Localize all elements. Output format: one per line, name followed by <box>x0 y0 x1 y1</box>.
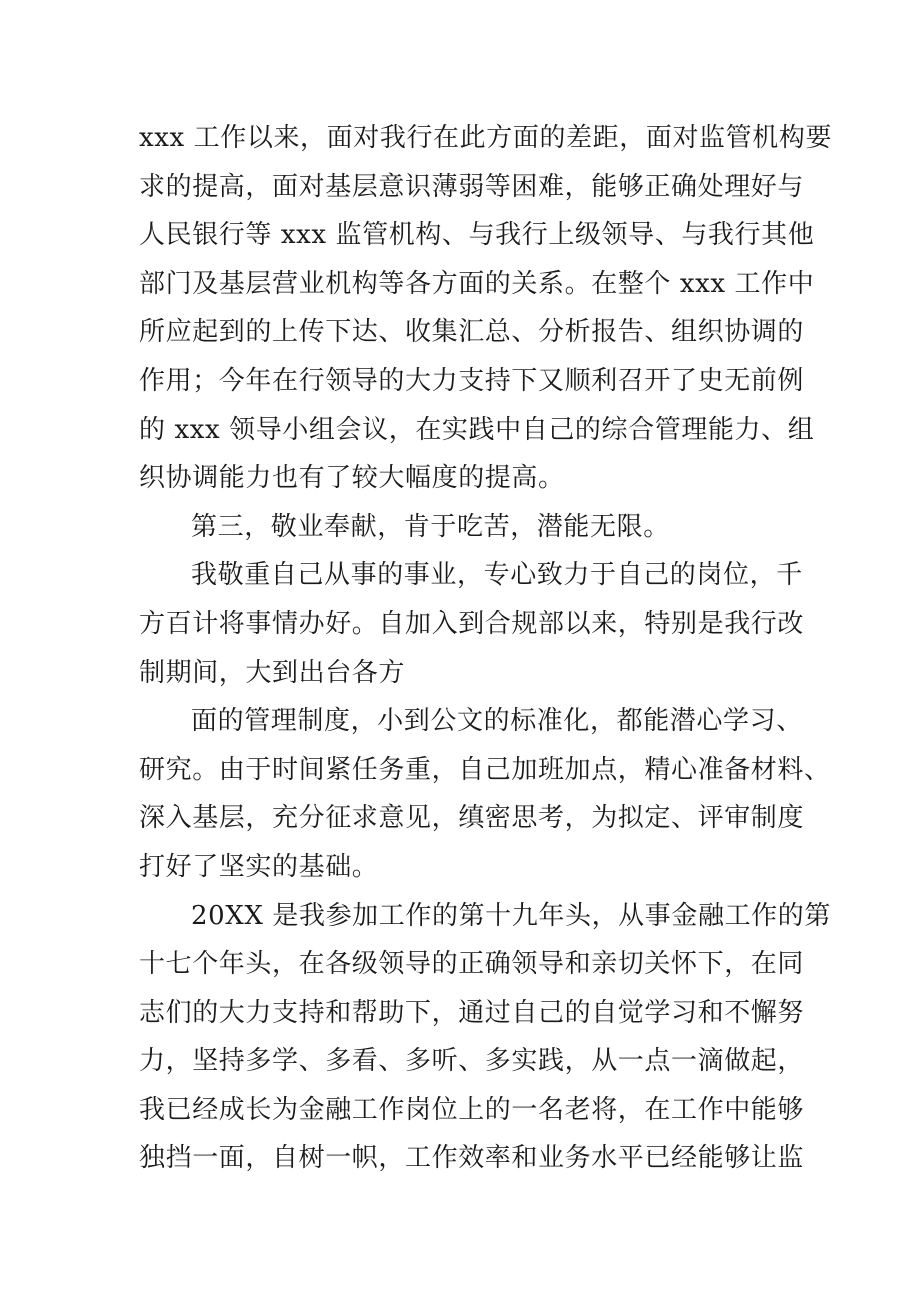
text-line: 独挡一面，自树一帜，工作效率和业务水平已经能够让监 <box>139 1143 805 1174</box>
text-line: 我已经成长为金融工作岗位上的一名老将，在工作中能够 <box>139 1094 805 1125</box>
text-line: 部门及基层营业机构等各方面的关系。在整个 xxx 工作中 <box>139 268 815 299</box>
text-line: 志们的大力支持和帮助下，通过自己的自觉学习和不懈努 <box>139 997 805 1028</box>
text-line: 20XX 是我参加工作的第十九年头，从事金融工作的第 <box>191 900 831 931</box>
text-line: 人民银行等 xxx 监管机构、与我行上级领导、与我行其他 <box>139 220 815 251</box>
body-text <box>139 114 833 1183</box>
text-line: 面的管理制度，小到公文的标准化，都能潜心学习、 <box>191 706 803 737</box>
text-line: 制期间，大到出台各方 <box>139 657 406 688</box>
text-line: xxx 工作以来，面对我行在此方面的差距，面对监管机构要 <box>139 123 833 153</box>
text-line: 力，坚持多学、多看、多听、多实践，从一点一滴做起， <box>139 1046 805 1077</box>
text-line: 深入基层，充分征求意见，缜密思考，为拟定、评审制度 <box>139 803 805 834</box>
text-line: 织协调能力也有了较大幅度的提高。 <box>139 463 565 494</box>
text-line: 所应起到的上传下达、收集汇总、分析报告、组织协调的 <box>139 317 805 348</box>
text-line: 的 xxx 领导小组会议，在实践中自己的综合管理能力、组 <box>139 414 815 445</box>
text-line: 我敬重自己从事的事业，专心致力于自己的岗位，千 <box>191 560 803 591</box>
text-line: 研究。由于时间紧任务重，自己加班加点，精心准备材料、 <box>139 754 831 785</box>
text-line: 作用；今年在行领导的大力支持下又顺利召开了史无前例 <box>139 365 805 396</box>
text-line: 求的提高，面对基层意识薄弱等困难，能够正确处理好与 <box>139 171 805 202</box>
section-heading: 第三，敬业奉献，肯于吃苦，潜能无限。 <box>191 511 670 542</box>
text-line: 方百计将事情办好。自加入到合规部以来，特别是我行改 <box>139 608 805 639</box>
text-line: 十七个年头，在各级领导的正确领导和亲切关怀下，在同 <box>139 949 805 980</box>
text-line: 打好了坚实的基础。 <box>139 851 379 882</box>
